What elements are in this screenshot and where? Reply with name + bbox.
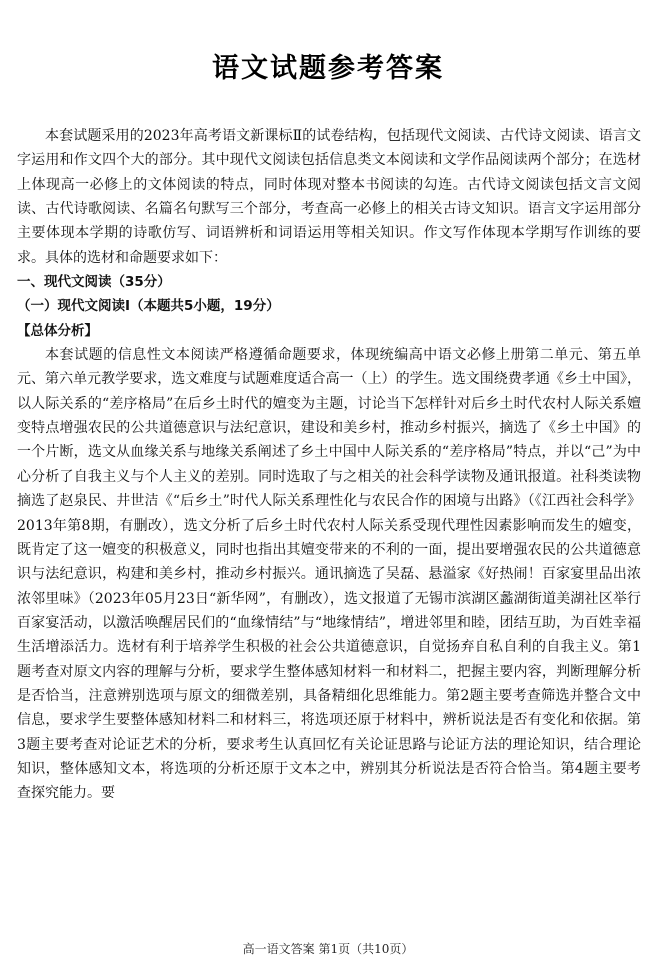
- page-title: 语文试题参考答案: [212, 53, 444, 84]
- page-footer: 高一语文答案 第1页（共10页）: [242, 942, 414, 956]
- intro-paragraph: 本套试题采用的2023年高考语文新课标Ⅱ的试卷结构，包括现代文阅读、古代诗文阅读、语言文字运用和作文四个大的部分。其中现代文阅读包括信息类文本阅读和文学作品阅读两个部分；在选材上体现高一必修上的文体阅读的特点，同时体现对整本书阅读的勾连。古代诗文阅读包括文言文阅读、古代诗歌阅读、名篇名句默写三个部分，考查高一必修上的相关古诗文知识。语言文字运用部分主要体现本学期的诗歌仿写、词语辨析和词语运用等相关知识。作文写作体现本学期写作训练的要求。具体的选材和命题要求如下：: [17, 128, 641, 266]
- document-body: [17, 124, 641, 806]
- analysis-paragraph: 本套试题的信息性文本阅读严格遵循命题要求，体现统编高中语文必修上册第二单元、第五单元、第六单元教学要求，选文难度与试题难度适合高一（上）的学生。选文围绕费孝通《乡土中国》，以人际关系的“差序格局”在后乡土时代的嬗变为主题，讨论当下怎样针对后乡土时代农村人际关系嬗变特点增强农民的公共道德意识与法纪意识，建设和美乡村，推动乡村振兴，摘选了《乡土中国》的一个片断，选文从血缘关系与地缘关系阐述了乡土中国中人际关系的“差序格局”特点，并以“己”为中心分析了自我主义与个人主义的差别。同时选取了与之相关的社会科学读物及通讯报道。社科类读物摘选了赵泉民、井世洁《“后乡土”时代人际关系理性化与农民合作的困境与出路》（《江西社会科学》2013年第8期，有删改），选文分析了后乡土时代农村人际关系受现代理性因素影响而发生的嬗变，既肯定了这一嬗变的积极意义，同时也指出其嬗变带来的不利的一面，提出要增强农民的公共道德意识与法纪意识，构建和美乡村，推动乡村振兴。通讯摘选了吴磊、悬溢家《好热闹！百家宴里品出浓浓邻里味》（2023年05月23日“新华网”，有删改），选文报道了无锡市滨湖区蠡湖街道美湖社区举行百家宴活动，以激活唤醒居民们的“血缘情结”与“地缘情结”，增进邻里和睦，团结互助，为百姓幸福生活增添活力。选材有利于培养学生积极的社会公共道德意识，自觉扬弃自私自利的自我主义。第1题考查对原文内容的理解与分析，要求学生整体感知材料一和材料二，把握主要内容，判断理解分析是否恰当，注意辨别选项与原文的细微差别，具备精细化思维能力。第2题主要考查筛选并整合文中信息，要求学生要整体感知材料二和材料三，将选项还原于材料中，辨析说法是否有变化和依据。第3题主要考查对论证艺术的分析，要求考生认真回忆有关论证思路与论证方法的理论知识，结合理论知识，整体感知文本，将选项的分析还原于文本之中，辨别其分析说法是否符合恰当。第4题主要考查探究能力。要: [17, 347, 641, 802]
- section-heading: 一、现代文阅读（35分）: [17, 274, 171, 291]
- subsection-heading: （一）现代文阅读Ⅰ（本题共5小题，19分）: [17, 298, 280, 315]
- analysis-heading: 【总体分析】: [17, 322, 98, 339]
